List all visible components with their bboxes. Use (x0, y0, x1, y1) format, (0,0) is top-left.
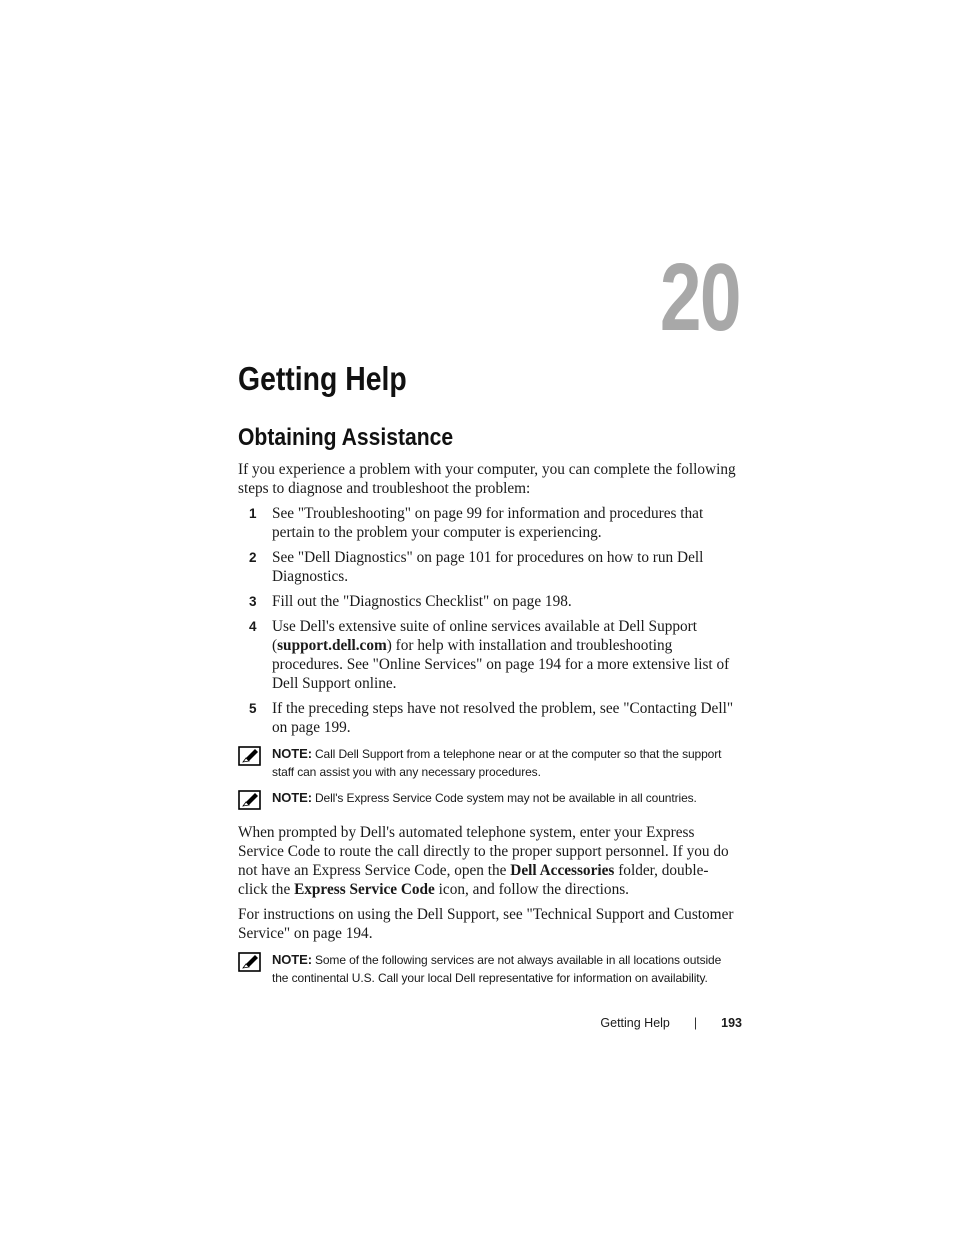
step-text (272, 617, 738, 693)
note-block (238, 951, 738, 987)
express-service-paragraph (238, 823, 738, 899)
chapter-title: Getting Help (238, 360, 407, 397)
support-link[interactable]: support.dell.com (277, 637, 387, 654)
note-text (272, 789, 738, 815)
step-text: If the preceding steps have not resolved the problem, see "Contacting Dell" on page 199. (272, 700, 734, 736)
chapter-number: 20 (659, 244, 740, 351)
step-text: See "Troubleshooting" on page 99 for information and procedures that pertain to the problem your computer is experiencing. (272, 505, 704, 541)
footer-section-name: Getting Help (600, 1016, 670, 1030)
dell-accessories-term: Dell Accessories (510, 862, 615, 879)
note-text (272, 745, 738, 781)
step-number: 2 (249, 550, 257, 565)
note-text (272, 951, 738, 987)
note-label: NOTE: (272, 952, 312, 967)
pencil-note-icon (238, 745, 272, 781)
para-part: When prompted by Dell's automated telephone system, enter your Express Service Code to route the call directly to the proper support personnel. If you do not have an Express Service Code, open the (238, 824, 729, 879)
step-item (238, 592, 738, 611)
step-number: 3 (249, 594, 257, 609)
step-text: See "Dell Diagnostics" on page 101 for procedures on how to run Dell Diagnostics. (272, 549, 704, 585)
note-label: NOTE: (272, 746, 312, 761)
note-block (238, 745, 738, 781)
step-item (238, 699, 738, 737)
step-text-part: ) for help with installation and troubleshooting procedures. See "Online Services" on page 194 for a more extensive list of Dell Support online. (272, 637, 730, 692)
pencil-note-icon (238, 951, 272, 987)
note-body: Some of the following services are not always available in all locations outside the continental U.S. Call your local Dell representative for information on availability. (272, 953, 722, 985)
note-body: Dell's Express Service Code system may not be available in all countries. (314, 791, 697, 805)
steps-list (238, 504, 738, 737)
instructions-paragraph: For instructions on using the Dell Support, see "Technical Support and Customer Service" on page 194. (238, 906, 734, 942)
page-footer (540, 1016, 742, 1030)
note-body: Call Dell Support from a telephone near or at the computer so that the support staff can assist you with any necessary procedures. (272, 747, 722, 779)
express-service-code-term: Express Service Code (294, 881, 435, 898)
para-part: icon, and follow the directions. (434, 881, 629, 898)
step-text-part: Use Dell's extensive suite of online services available at Dell Support ( (272, 618, 698, 654)
note-block (238, 789, 738, 815)
footer-separator: | (693, 1016, 698, 1030)
step-number: 5 (249, 701, 257, 716)
step-item (238, 504, 738, 542)
section-title: Obtaining Assistance (238, 424, 454, 451)
note-label: NOTE: (272, 790, 312, 805)
page-number: 193 (721, 1016, 742, 1030)
para-part: folder, double-click the (238, 862, 709, 898)
step-text: Fill out the "Diagnostics Checklist" on page 198. (272, 593, 572, 610)
step-item (238, 548, 738, 586)
intro-paragraph: If you experience a problem with your computer, you can complete the following steps to diagnose and troubleshoot the problem: (238, 461, 736, 497)
step-item (238, 617, 738, 693)
step-number: 4 (249, 619, 257, 634)
body-content (238, 460, 738, 995)
step-number: 1 (249, 506, 257, 521)
pencil-note-icon (238, 789, 272, 815)
